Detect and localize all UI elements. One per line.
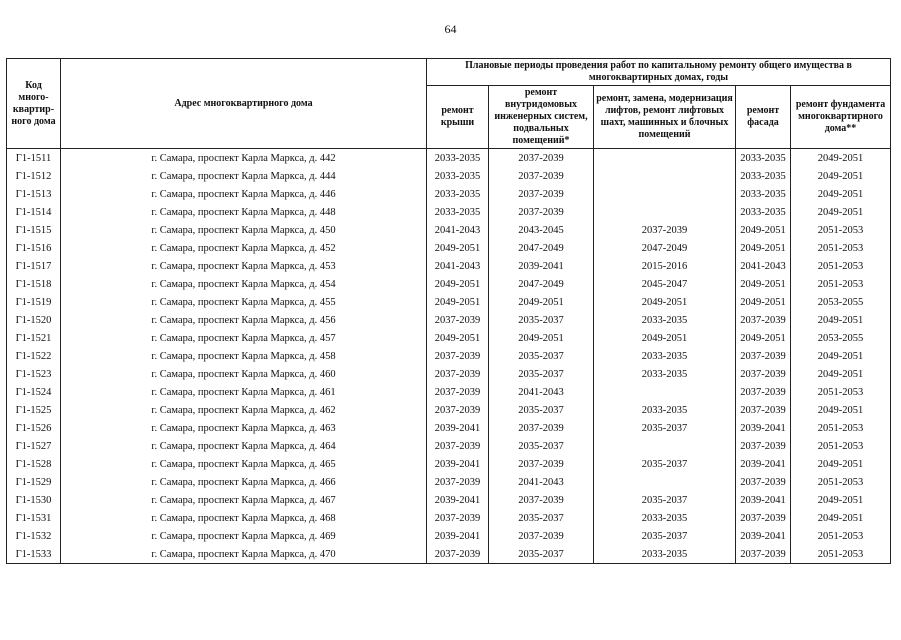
cell-systems: 2035-2037 [489, 545, 594, 564]
cell-code: Г1-1511 [7, 149, 61, 168]
table-row [7, 293, 891, 311]
cell-roof: 2033-2035 [427, 185, 489, 203]
cell-address: г. Самара, проспект Карла Маркса, д. 467 [61, 491, 427, 509]
cell-facade: 2049-2051 [736, 221, 791, 239]
capital-repair-table [6, 58, 891, 564]
cell-address: г. Самара, проспект Карла Маркса, д. 460 [61, 365, 427, 383]
cell-elevators: 2035-2037 [594, 419, 736, 437]
table-row [7, 545, 891, 564]
cell-facade: 2033-2035 [736, 167, 791, 185]
table-row [7, 239, 891, 257]
cell-foundation: 2051-2053 [791, 383, 891, 401]
cell-elevators [594, 149, 736, 168]
cell-facade: 2037-2039 [736, 509, 791, 527]
cell-systems: 2037-2039 [489, 203, 594, 221]
table-row [7, 473, 891, 491]
cell-address: г. Самара, проспект Карла Маркса, д. 466 [61, 473, 427, 491]
cell-address: г. Самара, проспект Карла Маркса, д. 453 [61, 257, 427, 275]
cell-foundation: 2049-2051 [791, 311, 891, 329]
cell-code: Г1-1520 [7, 311, 61, 329]
cell-code: Г1-1521 [7, 329, 61, 347]
cell-systems: 2041-2043 [489, 473, 594, 491]
cell-foundation: 2049-2051 [791, 365, 891, 383]
cell-facade: 2037-2039 [736, 545, 791, 564]
table-row [7, 257, 891, 275]
table-row [7, 185, 891, 203]
cell-systems: 2035-2037 [489, 401, 594, 419]
cell-systems: 2035-2037 [489, 311, 594, 329]
cell-facade: 2039-2041 [736, 527, 791, 545]
cell-roof: 2037-2039 [427, 401, 489, 419]
cell-roof: 2049-2051 [427, 329, 489, 347]
header-facade: ремонт фасада [736, 86, 791, 149]
cell-systems: 2037-2039 [489, 527, 594, 545]
cell-facade: 2033-2035 [736, 149, 791, 168]
cell-foundation: 2051-2053 [791, 419, 891, 437]
cell-code: Г1-1517 [7, 257, 61, 275]
cell-roof: 2039-2041 [427, 419, 489, 437]
table-row [7, 509, 891, 527]
cell-code: Г1-1514 [7, 203, 61, 221]
cell-foundation: 2051-2053 [791, 257, 891, 275]
cell-code: Г1-1527 [7, 437, 61, 455]
cell-facade: 2037-2039 [736, 437, 791, 455]
cell-foundation: 2053-2055 [791, 329, 891, 347]
cell-roof: 2033-2035 [427, 149, 489, 168]
cell-address: г. Самара, проспект Карла Маркса, д. 450 [61, 221, 427, 239]
cell-facade: 2033-2035 [736, 203, 791, 221]
cell-roof: 2039-2041 [427, 455, 489, 473]
cell-facade: 2037-2039 [736, 347, 791, 365]
cell-code: Г1-1533 [7, 545, 61, 564]
cell-foundation: 2049-2051 [791, 203, 891, 221]
cell-elevators: 2033-2035 [594, 545, 736, 564]
cell-elevators: 2035-2037 [594, 527, 736, 545]
cell-elevators: 2045-2047 [594, 275, 736, 293]
cell-roof: 2033-2035 [427, 203, 489, 221]
cell-roof: 2049-2051 [427, 239, 489, 257]
table-row [7, 437, 891, 455]
cell-foundation: 2051-2053 [791, 221, 891, 239]
cell-address: г. Самара, проспект Карла Маркса, д. 444 [61, 167, 427, 185]
cell-address: г. Самара, проспект Карла Маркса, д. 448 [61, 203, 427, 221]
cell-address: г. Самара, проспект Карла Маркса, д. 461 [61, 383, 427, 401]
cell-systems: 2041-2043 [489, 383, 594, 401]
cell-systems: 2037-2039 [489, 419, 594, 437]
cell-address: г. Самара, проспект Карла Маркса, д. 452 [61, 239, 427, 257]
cell-facade: 2037-2039 [736, 401, 791, 419]
cell-code: Г1-1518 [7, 275, 61, 293]
cell-systems: 2035-2037 [489, 347, 594, 365]
cell-code: Г1-1519 [7, 293, 61, 311]
table-header [7, 59, 891, 149]
cell-address: г. Самара, проспект Карла Маркса, д. 455 [61, 293, 427, 311]
cell-elevators [594, 473, 736, 491]
cell-systems: 2049-2051 [489, 293, 594, 311]
cell-foundation: 2051-2053 [791, 239, 891, 257]
cell-roof: 2037-2039 [427, 347, 489, 365]
table-row [7, 491, 891, 509]
cell-code: Г1-1529 [7, 473, 61, 491]
header-address: Адрес многоквартирного дома [61, 59, 427, 149]
cell-roof: 2037-2039 [427, 509, 489, 527]
cell-elevators [594, 203, 736, 221]
table-row [7, 455, 891, 473]
cell-foundation: 2051-2053 [791, 437, 891, 455]
table-row [7, 167, 891, 185]
cell-elevators [594, 437, 736, 455]
cell-elevators: 2049-2051 [594, 329, 736, 347]
cell-foundation: 2049-2051 [791, 509, 891, 527]
cell-roof: 2033-2035 [427, 167, 489, 185]
cell-elevators: 2033-2035 [594, 365, 736, 383]
cell-systems: 2039-2041 [489, 257, 594, 275]
table-row [7, 365, 891, 383]
cell-code: Г1-1530 [7, 491, 61, 509]
cell-facade: 2049-2051 [736, 239, 791, 257]
cell-address: г. Самара, проспект Карла Маркса, д. 464 [61, 437, 427, 455]
cell-roof: 2041-2043 [427, 221, 489, 239]
cell-facade: 2037-2039 [736, 383, 791, 401]
cell-address: г. Самара, проспект Карла Маркса, д. 446 [61, 185, 427, 203]
header-periods-group: Плановые периоды проведения работ по капитальному ремонту общего имущества в многоквартирных домах, годы [427, 59, 891, 86]
cell-systems: 2037-2039 [489, 167, 594, 185]
cell-elevators: 2035-2037 [594, 491, 736, 509]
cell-address: г. Самара, проспект Карла Маркса, д. 469 [61, 527, 427, 545]
cell-systems: 2037-2039 [489, 149, 594, 168]
cell-elevators [594, 185, 736, 203]
cell-facade: 2033-2035 [736, 185, 791, 203]
cell-facade: 2037-2039 [736, 311, 791, 329]
header-foundation: ремонт фундамента многоквартирного дома** [791, 86, 891, 149]
cell-roof: 2041-2043 [427, 257, 489, 275]
table-row [7, 275, 891, 293]
cell-facade: 2037-2039 [736, 473, 791, 491]
cell-foundation: 2049-2051 [791, 149, 891, 168]
cell-code: Г1-1516 [7, 239, 61, 257]
cell-code: Г1-1528 [7, 455, 61, 473]
cell-elevators: 2033-2035 [594, 311, 736, 329]
cell-address: г. Самара, проспект Карла Маркса, д. 454 [61, 275, 427, 293]
cell-roof: 2037-2039 [427, 383, 489, 401]
table-row [7, 203, 891, 221]
cell-foundation: 2049-2051 [791, 347, 891, 365]
cell-foundation: 2053-2055 [791, 293, 891, 311]
page-number: 64 [444, 22, 457, 36]
cell-facade: 2049-2051 [736, 293, 791, 311]
cell-systems: 2047-2049 [489, 275, 594, 293]
cell-code: Г1-1531 [7, 509, 61, 527]
cell-systems: 2037-2039 [489, 185, 594, 203]
header-roof: ремонт крыши [427, 86, 489, 149]
cell-code: Г1-1523 [7, 365, 61, 383]
cell-systems: 2047-2049 [489, 239, 594, 257]
cell-foundation: 2051-2053 [791, 275, 891, 293]
cell-roof: 2039-2041 [427, 491, 489, 509]
cell-code: Г1-1526 [7, 419, 61, 437]
cell-roof: 2037-2039 [427, 437, 489, 455]
cell-address: г. Самара, проспект Карла Маркса, д. 470 [61, 545, 427, 564]
table-row [7, 347, 891, 365]
cell-foundation: 2051-2053 [791, 473, 891, 491]
cell-address: г. Самара, проспект Карла Маркса, д. 462 [61, 401, 427, 419]
cell-roof: 2037-2039 [427, 545, 489, 564]
cell-elevators: 2015-2016 [594, 257, 736, 275]
table-row [7, 527, 891, 545]
cell-facade: 2039-2041 [736, 419, 791, 437]
cell-facade: 2041-2043 [736, 257, 791, 275]
cell-foundation: 2051-2053 [791, 545, 891, 564]
table-row [7, 329, 891, 347]
cell-elevators [594, 167, 736, 185]
header-code: Код много-квартир-ного дома [7, 59, 61, 149]
cell-roof: 2049-2051 [427, 293, 489, 311]
cell-foundation: 2051-2053 [791, 527, 891, 545]
cell-roof: 2037-2039 [427, 365, 489, 383]
cell-systems: 2035-2037 [489, 509, 594, 527]
cell-systems: 2035-2037 [489, 437, 594, 455]
table-row [7, 419, 891, 437]
cell-foundation: 2049-2051 [791, 167, 891, 185]
cell-elevators: 2037-2039 [594, 221, 736, 239]
cell-elevators: 2035-2037 [594, 455, 736, 473]
cell-elevators: 2047-2049 [594, 239, 736, 257]
cell-address: г. Самара, проспект Карла Маркса, д. 465 [61, 455, 427, 473]
cell-foundation: 2049-2051 [791, 455, 891, 473]
cell-code: Г1-1513 [7, 185, 61, 203]
cell-roof: 2037-2039 [427, 311, 489, 329]
cell-address: г. Самара, проспект Карла Маркса, д. 442 [61, 149, 427, 168]
cell-code: Г1-1522 [7, 347, 61, 365]
cell-facade: 2039-2041 [736, 455, 791, 473]
table-row [7, 221, 891, 239]
cell-address: г. Самара, проспект Карла Маркса, д. 463 [61, 419, 427, 437]
table-row [7, 401, 891, 419]
cell-elevators: 2049-2051 [594, 293, 736, 311]
table-row [7, 149, 891, 168]
cell-code: Г1-1525 [7, 401, 61, 419]
cell-code: Г1-1524 [7, 383, 61, 401]
cell-systems: 2037-2039 [489, 455, 594, 473]
cell-code: Г1-1532 [7, 527, 61, 545]
table-row [7, 383, 891, 401]
table-body [7, 149, 891, 564]
cell-systems: 2043-2045 [489, 221, 594, 239]
header-elevators: ремонт, замена, модернизация лифтов, ремонт лифтовых шахт, машинных и блочных помещений [594, 86, 736, 149]
cell-elevators: 2033-2035 [594, 347, 736, 365]
cell-facade: 2049-2051 [736, 329, 791, 347]
cell-address: г. Самара, проспект Карла Маркса, д. 457 [61, 329, 427, 347]
cell-address: г. Самара, проспект Карла Маркса, д. 468 [61, 509, 427, 527]
cell-code: Г1-1515 [7, 221, 61, 239]
cell-elevators: 2033-2035 [594, 401, 736, 419]
cell-facade: 2049-2051 [736, 275, 791, 293]
cell-roof: 2037-2039 [427, 473, 489, 491]
cell-systems: 2035-2037 [489, 365, 594, 383]
cell-facade: 2039-2041 [736, 491, 791, 509]
cell-elevators: 2033-2035 [594, 509, 736, 527]
cell-foundation: 2049-2051 [791, 185, 891, 203]
cell-address: г. Самара, проспект Карла Маркса, д. 456 [61, 311, 427, 329]
cell-facade: 2037-2039 [736, 365, 791, 383]
cell-roof: 2039-2041 [427, 527, 489, 545]
cell-systems: 2049-2051 [489, 329, 594, 347]
cell-foundation: 2049-2051 [791, 491, 891, 509]
cell-address: г. Самара, проспект Карла Маркса, д. 458 [61, 347, 427, 365]
cell-elevators [594, 383, 736, 401]
table-row [7, 311, 891, 329]
header-systems: ремонт внутридомовых инженерных систем, подвальных помещений* [489, 86, 594, 149]
cell-foundation: 2049-2051 [791, 401, 891, 419]
cell-roof: 2049-2051 [427, 275, 489, 293]
cell-systems: 2037-2039 [489, 491, 594, 509]
cell-code: Г1-1512 [7, 167, 61, 185]
